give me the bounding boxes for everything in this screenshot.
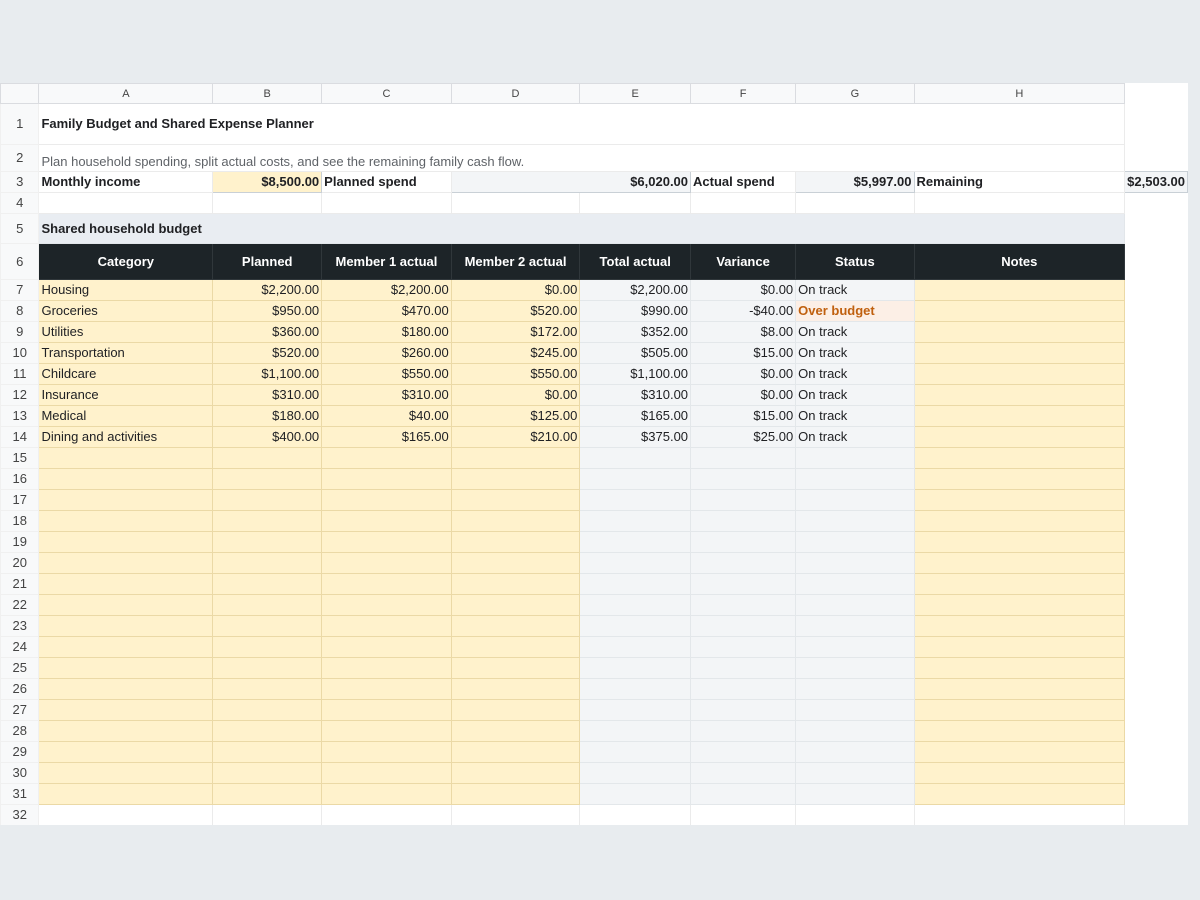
row-header[interactable]: 3 (1, 172, 39, 193)
sheet-subtitle[interactable]: Plan household spending, split actual costs, and see the remaining family cash flow. (39, 145, 1125, 172)
empty-cell[interactable] (691, 490, 796, 511)
empty-cell[interactable] (39, 595, 213, 616)
empty-cell[interactable] (914, 595, 1125, 616)
empty-cell[interactable] (39, 679, 213, 700)
member1-actual-cell[interactable]: $470.00 (322, 301, 452, 322)
column-header[interactable]: A (39, 84, 213, 104)
empty-cell[interactable] (322, 721, 452, 742)
status-cell[interactable]: On track (796, 343, 914, 364)
status-cell[interactable]: On track (796, 406, 914, 427)
total-actual-cell[interactable]: $375.00 (580, 427, 691, 448)
notes-cell[interactable] (914, 280, 1125, 301)
empty-cell[interactable] (451, 637, 580, 658)
row-header[interactable]: 22 (1, 595, 39, 616)
empty-cell[interactable] (451, 511, 580, 532)
variance-cell[interactable]: $0.00 (691, 385, 796, 406)
empty-cell[interactable] (213, 448, 322, 469)
variance-cell[interactable]: $8.00 (691, 322, 796, 343)
variance-cell[interactable]: $15.00 (691, 343, 796, 364)
empty-cell[interactable] (580, 553, 691, 574)
empty-cell[interactable] (796, 574, 914, 595)
status-cell[interactable]: On track (796, 364, 914, 385)
empty-cell[interactable] (796, 469, 914, 490)
row-header[interactable]: 30 (1, 763, 39, 784)
empty-cell[interactable] (914, 637, 1125, 658)
empty-cell[interactable] (691, 469, 796, 490)
category-cell[interactable]: Transportation (39, 343, 213, 364)
total-actual-cell[interactable]: $990.00 (580, 301, 691, 322)
empty-cell[interactable] (580, 805, 691, 826)
empty-cell[interactable] (39, 742, 213, 763)
empty-cell[interactable] (39, 193, 213, 214)
empty-cell[interactable] (796, 721, 914, 742)
empty-cell[interactable] (691, 193, 796, 214)
empty-cell[interactable] (322, 193, 452, 214)
category-cell[interactable]: Dining and activities (39, 427, 213, 448)
empty-cell[interactable] (914, 721, 1125, 742)
planned-spend-value[interactable]: $6,020.00 (451, 172, 690, 193)
notes-cell[interactable] (914, 385, 1125, 406)
empty-cell[interactable] (213, 193, 322, 214)
empty-cell[interactable] (39, 721, 213, 742)
empty-cell[interactable] (691, 784, 796, 805)
total-actual-cell[interactable]: $310.00 (580, 385, 691, 406)
member2-actual-cell[interactable]: $0.00 (451, 385, 580, 406)
empty-cell[interactable] (914, 490, 1125, 511)
empty-cell[interactable] (213, 616, 322, 637)
empty-cell[interactable] (39, 490, 213, 511)
empty-cell[interactable] (796, 511, 914, 532)
column-header[interactable]: F (691, 84, 796, 104)
row-header[interactable]: 17 (1, 490, 39, 511)
empty-cell[interactable] (580, 721, 691, 742)
status-cell[interactable]: Over budget (796, 301, 914, 322)
member1-actual-cell[interactable]: $2,200.00 (322, 280, 452, 301)
empty-cell[interactable] (451, 742, 580, 763)
member2-actual-cell[interactable]: $520.00 (451, 301, 580, 322)
empty-cell[interactable] (213, 469, 322, 490)
table-row (1, 385, 1188, 406)
empty-cell[interactable] (580, 511, 691, 532)
empty-cell[interactable] (796, 595, 914, 616)
row-header[interactable]: 6 (1, 244, 39, 280)
row-header[interactable]: 16 (1, 469, 39, 490)
actual-spend-value[interactable]: $5,997.00 (796, 172, 914, 193)
empty-cell[interactable] (580, 679, 691, 700)
planned-cell[interactable]: $310.00 (213, 385, 322, 406)
sheet-title[interactable]: Family Budget and Shared Expense Planner (39, 104, 1125, 145)
table-column-header[interactable]: Member 1 actual (322, 244, 452, 280)
table-column-header[interactable]: Category (39, 244, 213, 280)
budget-sheet (0, 83, 1188, 825)
empty-cell[interactable] (322, 469, 452, 490)
empty-cell[interactable] (213, 721, 322, 742)
table-row (1, 406, 1188, 427)
empty-cell[interactable] (451, 490, 580, 511)
empty-cell[interactable] (580, 658, 691, 679)
planned-cell[interactable]: $360.00 (213, 322, 322, 343)
category-cell[interactable]: Groceries (39, 301, 213, 322)
row-header[interactable]: 25 (1, 658, 39, 679)
empty-cell[interactable] (39, 658, 213, 679)
empty-cell[interactable] (691, 658, 796, 679)
empty-cell[interactable] (322, 784, 452, 805)
table-column-header[interactable]: Variance (691, 244, 796, 280)
row-header[interactable]: 21 (1, 574, 39, 595)
planned-cell[interactable]: $520.00 (213, 343, 322, 364)
column-header[interactable]: B (213, 84, 322, 104)
empty-cell[interactable] (914, 193, 1125, 214)
monthly-income-value[interactable]: $8,500.00 (213, 172, 322, 193)
empty-cell[interactable] (691, 553, 796, 574)
table-column-header[interactable]: Notes (914, 244, 1125, 280)
empty-cell[interactable] (451, 784, 580, 805)
empty-cell[interactable] (39, 553, 213, 574)
column-header[interactable]: C (322, 84, 452, 104)
table-row (1, 322, 1188, 343)
empty-cell[interactable] (39, 763, 213, 784)
notes-cell[interactable] (914, 322, 1125, 343)
empty-cell[interactable] (914, 532, 1125, 553)
planned-cell[interactable]: $2,200.00 (213, 280, 322, 301)
empty-cell[interactable] (451, 532, 580, 553)
row-header[interactable]: 23 (1, 616, 39, 637)
empty-cell[interactable] (691, 763, 796, 784)
empty-cell[interactable] (322, 448, 452, 469)
notes-cell[interactable] (914, 343, 1125, 364)
empty-cell[interactable] (451, 658, 580, 679)
empty-cell[interactable] (796, 532, 914, 553)
member2-actual-cell[interactable]: $550.00 (451, 364, 580, 385)
empty-cell[interactable] (796, 637, 914, 658)
member2-actual-cell[interactable]: $245.00 (451, 343, 580, 364)
empty-cell[interactable] (39, 637, 213, 658)
empty-cell[interactable] (580, 742, 691, 763)
empty-cell[interactable] (213, 511, 322, 532)
empty-cell[interactable] (580, 448, 691, 469)
empty-cell[interactable] (451, 469, 580, 490)
empty-cell[interactable] (691, 511, 796, 532)
empty-cell[interactable] (322, 763, 452, 784)
empty-cell[interactable] (451, 679, 580, 700)
member2-actual-cell[interactable]: $172.00 (451, 322, 580, 343)
notes-cell[interactable] (914, 364, 1125, 385)
variance-cell[interactable]: $0.00 (691, 280, 796, 301)
member1-actual-cell[interactable]: $40.00 (322, 406, 452, 427)
empty-cell[interactable] (691, 574, 796, 595)
empty-cell[interactable] (796, 784, 914, 805)
table-row (1, 364, 1188, 385)
empty-cell[interactable] (580, 193, 691, 214)
table-row (1, 343, 1188, 364)
category-cell[interactable]: Utilities (39, 322, 213, 343)
total-actual-cell[interactable]: $352.00 (580, 322, 691, 343)
empty-cell[interactable] (322, 532, 452, 553)
actual-spend-label[interactable]: Actual spend (691, 172, 796, 193)
row-header[interactable]: 10 (1, 343, 39, 364)
member1-actual-cell[interactable]: $180.00 (322, 322, 452, 343)
empty-cell[interactable] (796, 553, 914, 574)
status-cell[interactable]: On track (796, 280, 914, 301)
empty-cell[interactable] (691, 532, 796, 553)
planned-cell[interactable]: $950.00 (213, 301, 322, 322)
empty-cell[interactable] (451, 595, 580, 616)
empty-cell[interactable] (580, 532, 691, 553)
member1-actual-cell[interactable]: $260.00 (322, 343, 452, 364)
empty-cell[interactable] (451, 721, 580, 742)
empty-cell[interactable] (796, 763, 914, 784)
table-column-header[interactable]: Total actual (580, 244, 691, 280)
empty-cell[interactable] (796, 193, 914, 214)
table-column-header[interactable]: Member 2 actual (451, 244, 580, 280)
row-header[interactable]: 26 (1, 679, 39, 700)
empty-cell[interactable] (451, 616, 580, 637)
empty-cell[interactable] (796, 742, 914, 763)
remaining-label[interactable]: Remaining (914, 172, 1125, 193)
empty-cell[interactable] (322, 637, 452, 658)
planned-cell[interactable]: $400.00 (213, 427, 322, 448)
row-header[interactable]: 9 (1, 322, 39, 343)
total-actual-cell[interactable]: $165.00 (580, 406, 691, 427)
row-header[interactable]: 1 (1, 104, 39, 145)
variance-cell[interactable]: $0.00 (691, 364, 796, 385)
empty-cell[interactable] (451, 193, 580, 214)
empty-cell[interactable] (691, 700, 796, 721)
empty-cell[interactable] (213, 595, 322, 616)
empty-cell[interactable] (691, 637, 796, 658)
empty-cell[interactable] (691, 679, 796, 700)
row-header[interactable]: 19 (1, 532, 39, 553)
table-column-header[interactable]: Planned (213, 244, 322, 280)
table-row (1, 427, 1188, 448)
variance-cell[interactable]: $25.00 (691, 427, 796, 448)
empty-cell[interactable] (914, 574, 1125, 595)
empty-cell[interactable] (213, 784, 322, 805)
empty-cell[interactable] (914, 763, 1125, 784)
empty-cell[interactable] (580, 763, 691, 784)
empty-cell[interactable] (914, 805, 1125, 826)
variance-cell[interactable]: -$40.00 (691, 301, 796, 322)
empty-cell[interactable] (796, 679, 914, 700)
empty-cell[interactable] (914, 658, 1125, 679)
row-header[interactable]: 13 (1, 406, 39, 427)
notes-cell[interactable] (914, 427, 1125, 448)
row-header[interactable]: 2 (1, 145, 39, 172)
empty-cell[interactable] (322, 511, 452, 532)
remaining-value[interactable]: $2,503.00 (1125, 172, 1188, 193)
member1-actual-cell[interactable]: $550.00 (322, 364, 452, 385)
column-header[interactable]: G (796, 84, 914, 104)
select-all-corner[interactable] (1, 84, 39, 104)
empty-cell[interactable] (213, 763, 322, 784)
empty-cell[interactable] (451, 700, 580, 721)
empty-cell[interactable] (914, 553, 1125, 574)
empty-cell[interactable] (451, 763, 580, 784)
empty-cell[interactable] (580, 700, 691, 721)
empty-cell[interactable] (322, 490, 452, 511)
row-header[interactable]: 12 (1, 385, 39, 406)
empty-cell[interactable] (213, 637, 322, 658)
empty-cell[interactable] (451, 448, 580, 469)
planned-spend-label[interactable]: Planned spend (322, 172, 452, 193)
empty-cell[interactable] (580, 469, 691, 490)
table-column-header[interactable]: Status (796, 244, 914, 280)
row-header[interactable]: 4 (1, 193, 39, 214)
empty-cell[interactable] (580, 637, 691, 658)
empty-cell[interactable] (580, 784, 691, 805)
spreadsheet-grid (0, 83, 1188, 825)
empty-cell[interactable] (213, 742, 322, 763)
row-header[interactable]: 31 (1, 784, 39, 805)
empty-cell[interactable] (213, 805, 322, 826)
empty-cell[interactable] (322, 679, 452, 700)
empty-cell[interactable] (39, 448, 213, 469)
section-title[interactable]: Shared household budget (39, 214, 1125, 244)
empty-cell[interactable] (213, 553, 322, 574)
row-header[interactable]: 24 (1, 637, 39, 658)
status-cell[interactable]: On track (796, 427, 914, 448)
empty-cell[interactable] (691, 805, 796, 826)
empty-cell[interactable] (451, 805, 580, 826)
row-header[interactable]: 15 (1, 448, 39, 469)
empty-cell[interactable] (39, 805, 213, 826)
empty-cell[interactable] (39, 784, 213, 805)
empty-cell[interactable] (691, 721, 796, 742)
empty-cell[interactable] (39, 469, 213, 490)
empty-cell[interactable] (213, 658, 322, 679)
empty-cell[interactable] (796, 448, 914, 469)
row-header[interactable]: 29 (1, 742, 39, 763)
empty-cell[interactable] (213, 490, 322, 511)
empty-cell[interactable] (213, 574, 322, 595)
empty-cell[interactable] (691, 742, 796, 763)
row-header[interactable]: 18 (1, 511, 39, 532)
empty-cell[interactable] (322, 742, 452, 763)
empty-cell[interactable] (213, 532, 322, 553)
empty-cell[interactable] (691, 595, 796, 616)
column-header[interactable]: D (451, 84, 580, 104)
empty-cell[interactable] (39, 574, 213, 595)
total-actual-cell[interactable]: $2,200.00 (580, 280, 691, 301)
variance-cell[interactable]: $15.00 (691, 406, 796, 427)
category-cell[interactable]: Insurance (39, 385, 213, 406)
empty-cell[interactable] (580, 490, 691, 511)
row-header[interactable]: 32 (1, 805, 39, 826)
empty-cell[interactable] (39, 511, 213, 532)
row-header[interactable]: 20 (1, 553, 39, 574)
member2-actual-cell[interactable]: $210.00 (451, 427, 580, 448)
empty-cell[interactable] (914, 469, 1125, 490)
empty-cell[interactable] (796, 490, 914, 511)
row-header[interactable]: 14 (1, 427, 39, 448)
category-cell[interactable]: Housing (39, 280, 213, 301)
empty-cell[interactable] (691, 448, 796, 469)
member2-actual-cell[interactable]: $0.00 (451, 280, 580, 301)
empty-cell[interactable] (580, 595, 691, 616)
table-row (1, 280, 1188, 301)
empty-cell[interactable] (39, 616, 213, 637)
total-actual-cell[interactable]: $1,100.00 (580, 364, 691, 385)
empty-cell[interactable] (914, 700, 1125, 721)
empty-cell[interactable] (39, 700, 213, 721)
category-cell[interactable]: Medical (39, 406, 213, 427)
row-header[interactable]: 11 (1, 364, 39, 385)
monthly-income-label[interactable]: Monthly income (39, 172, 213, 193)
empty-cell[interactable] (322, 553, 452, 574)
empty-cell[interactable] (451, 553, 580, 574)
column-header[interactable]: E (580, 84, 691, 104)
empty-cell[interactable] (580, 574, 691, 595)
total-actual-cell[interactable]: $505.00 (580, 343, 691, 364)
empty-cell[interactable] (914, 616, 1125, 637)
empty-cell[interactable] (322, 616, 452, 637)
row-header[interactable]: 5 (1, 214, 39, 244)
category-cell[interactable]: Childcare (39, 364, 213, 385)
member1-actual-cell[interactable]: $165.00 (322, 427, 452, 448)
table-row (1, 301, 1188, 322)
empty-cell[interactable] (451, 574, 580, 595)
empty-cell[interactable] (796, 658, 914, 679)
empty-cell[interactable] (914, 679, 1125, 700)
notes-cell[interactable] (914, 406, 1125, 427)
empty-cell[interactable] (322, 595, 452, 616)
empty-cell[interactable] (322, 700, 452, 721)
row-header[interactable]: 27 (1, 700, 39, 721)
planned-cell[interactable]: $180.00 (213, 406, 322, 427)
empty-cell[interactable] (213, 700, 322, 721)
empty-cell[interactable] (914, 742, 1125, 763)
member1-actual-cell[interactable]: $310.00 (322, 385, 452, 406)
status-cell[interactable]: On track (796, 385, 914, 406)
planned-cell[interactable]: $1,100.00 (213, 364, 322, 385)
empty-cell[interactable] (796, 805, 914, 826)
empty-cell[interactable] (914, 511, 1125, 532)
empty-cell[interactable] (580, 616, 691, 637)
empty-cell[interactable] (322, 658, 452, 679)
notes-cell[interactable] (914, 301, 1125, 322)
member2-actual-cell[interactable]: $125.00 (451, 406, 580, 427)
row-header[interactable]: 8 (1, 301, 39, 322)
status-cell[interactable]: On track (796, 322, 914, 343)
empty-cell[interactable] (322, 574, 452, 595)
empty-cell[interactable] (213, 679, 322, 700)
empty-cell[interactable] (39, 532, 213, 553)
column-header[interactable]: H (914, 84, 1125, 104)
empty-cell[interactable] (322, 805, 452, 826)
empty-cell[interactable] (914, 448, 1125, 469)
empty-cell[interactable] (796, 616, 914, 637)
row-header[interactable]: 7 (1, 280, 39, 301)
empty-cell[interactable] (914, 784, 1125, 805)
empty-cell[interactable] (691, 616, 796, 637)
row-header[interactable]: 28 (1, 721, 39, 742)
empty-cell[interactable] (796, 700, 914, 721)
